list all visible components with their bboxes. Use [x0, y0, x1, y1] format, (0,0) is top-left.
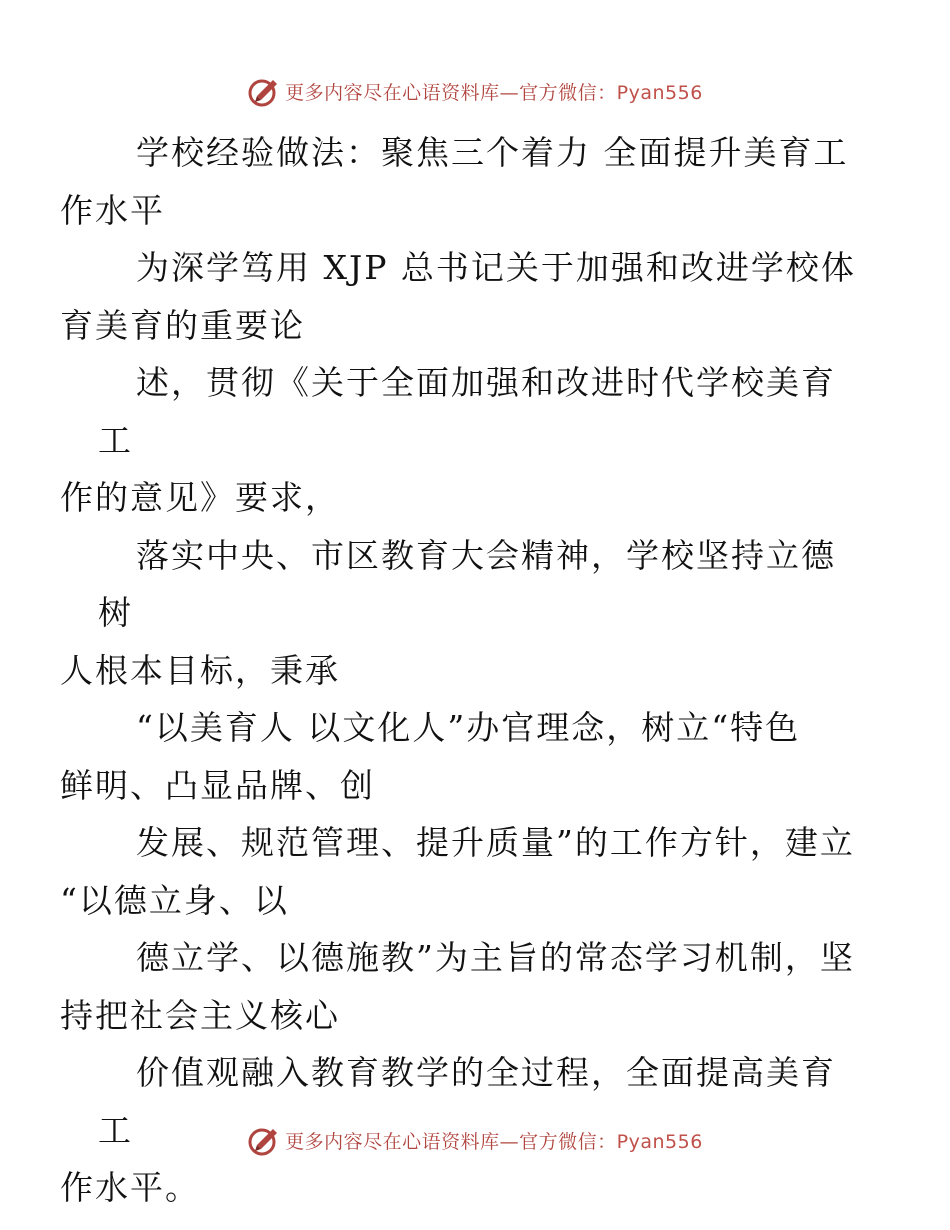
paragraph-5-line-2: 鲜明、凸显品牌、创	[60, 765, 375, 805]
paragraph-7-line-1: 德立学、以德施教”为主旨的常态学习机制，坚	[136, 938, 855, 977]
paragraph-8-line-1: 价值观融入教育教学的全过程，全面提高美育工	[98, 1053, 836, 1150]
paragraph-1-line-1: 学校经验做法：聚焦三个着力 全面提升美育工	[136, 133, 849, 172]
footer-banner-label: 更多内容尽在心语资料库—官方微信：	[285, 1130, 617, 1153]
footer-banner-text	[285, 1127, 703, 1154]
paragraph-6	[60, 814, 858, 929]
paragraph-7-line-2: 持把社会主义核心	[60, 995, 340, 1035]
document-body	[60, 124, 858, 1217]
paragraph-6-line-1: 发展、规范管理、提升质量”的工作方针，建立	[136, 823, 855, 862]
paragraph-3-line-2: 作的意见》要求，	[60, 478, 340, 517]
paragraph-7	[60, 929, 858, 1044]
pen-logo-icon	[247, 1123, 281, 1157]
pen-logo-icon	[247, 74, 281, 108]
footer-banner-account: Pyan556	[616, 1130, 703, 1153]
header-banner-account: Pyan556	[616, 81, 703, 104]
paragraph-2	[60, 239, 858, 354]
footer-banner	[0, 1120, 950, 1160]
header-banner	[0, 71, 950, 111]
paragraph-6-line-2: “以德立身、以	[60, 880, 289, 920]
paragraph-3	[60, 354, 858, 527]
header-banner-label: 更多内容尽在心语资料库—官方微信：	[285, 81, 617, 104]
paragraph-5-line-1: “以美育人 以文化人”办官理念，树立“特色	[136, 708, 801, 747]
paragraph-4	[60, 527, 858, 700]
paragraph-8-line-2: 作水平。	[60, 1168, 200, 1207]
paragraph-4-line-1: 落实中央、市区教育大会精神，学校坚持立德树	[98, 535, 836, 632]
paragraph-1-line-2: 作水平	[60, 190, 165, 230]
paragraph-2-line-1: 为深学笃用 XJP 总书记关于加强和改进学校体	[136, 248, 856, 287]
header-banner-text	[285, 78, 703, 105]
paragraph-2-line-2: 育美育的重要论	[60, 305, 305, 345]
paragraph-5	[60, 699, 858, 814]
paragraph-3-line-1: 述，贯彻《关于全面加强和改进时代学校美育工	[98, 363, 836, 460]
paragraph-1	[60, 124, 858, 239]
paragraph-4-line-2: 人根本目标，秉承	[60, 650, 340, 690]
